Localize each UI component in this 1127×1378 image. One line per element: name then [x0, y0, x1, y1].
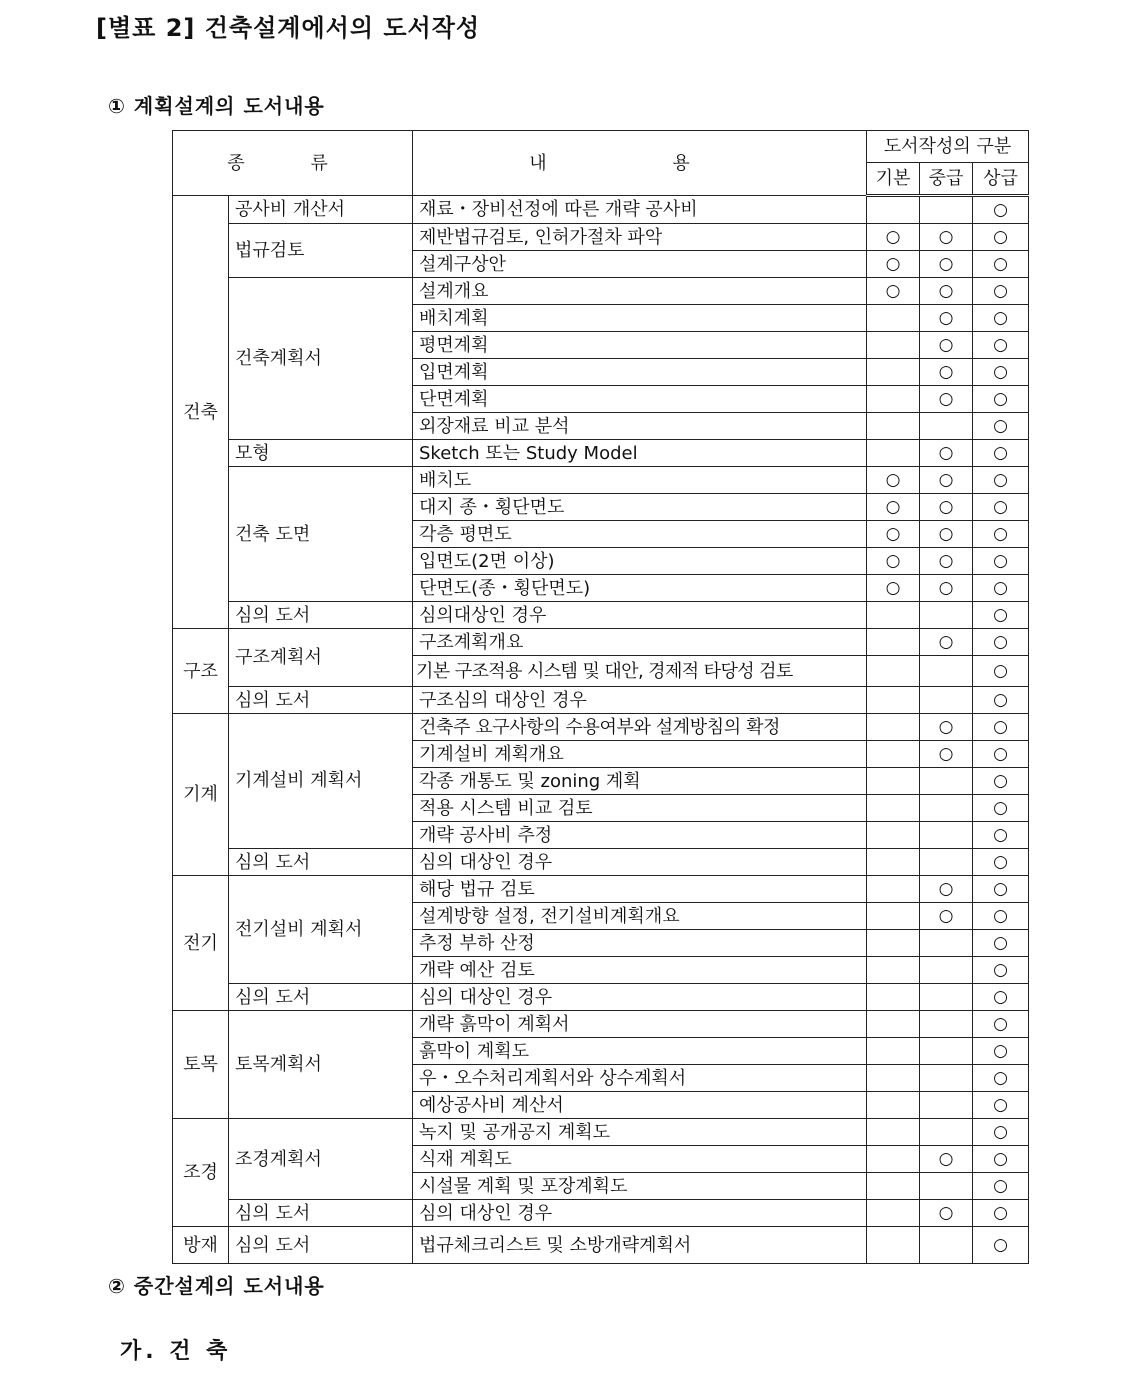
content-cell: 단면도(종・횡단면도)	[413, 575, 867, 602]
content-cell: 예상공사비 계산서	[413, 1092, 867, 1119]
content-cell: 평면계획	[413, 332, 867, 359]
content-cell: 심의 대상인 경우	[413, 1200, 867, 1227]
header-grade-group: 도서작성의 구분	[867, 131, 1029, 163]
document-title: [별표 2] 건축설계에서의 도서작성	[96, 14, 481, 42]
mark-middle: ○	[920, 1200, 973, 1227]
mark-basic	[867, 1200, 920, 1227]
mark-middle	[920, 1065, 973, 1092]
content-cell: 건축주 요구사항의 수용여부와 설계방침의 확정	[413, 714, 867, 741]
mark-upper: ○	[973, 1200, 1029, 1227]
content-cell: 식재 계획도	[413, 1146, 867, 1173]
content-cell: 법규체크리스트 및 소방개략계획서	[413, 1227, 867, 1264]
mark-upper: ○	[973, 332, 1029, 359]
category-mechanical: 기계	[173, 714, 229, 876]
mark-basic	[867, 332, 920, 359]
mark-basic	[867, 1173, 920, 1200]
content-cell: 단면계획	[413, 386, 867, 413]
content-cell: 적용 시스템 비교 검토	[413, 795, 867, 822]
content-cell: 배치도	[413, 467, 867, 494]
mark-upper: ○	[973, 903, 1029, 930]
mark-upper: ○	[973, 822, 1029, 849]
mark-middle: ○	[920, 440, 973, 467]
content-cell: 입면도(2면 이상)	[413, 548, 867, 575]
content-cell: 해당 법규 검토	[413, 876, 867, 903]
mark-upper: ○	[973, 278, 1029, 305]
mark-upper: ○	[973, 795, 1029, 822]
mark-basic	[867, 305, 920, 332]
mark-middle	[920, 602, 973, 629]
mark-basic	[867, 629, 920, 656]
mark-middle: ○	[920, 548, 973, 575]
mark-upper: ○	[973, 741, 1029, 768]
content-cell: 개략 공사비 추정	[413, 822, 867, 849]
mark-basic	[867, 714, 920, 741]
mark-basic	[867, 196, 920, 224]
mark-upper: ○	[973, 768, 1029, 795]
mark-basic	[867, 1065, 920, 1092]
type-cell: 모형	[229, 440, 413, 467]
mark-upper: ○	[973, 440, 1029, 467]
mark-middle	[920, 822, 973, 849]
mark-upper: ○	[973, 251, 1029, 278]
mark-basic	[867, 795, 920, 822]
mark-upper: ○	[973, 467, 1029, 494]
content-cell: 각층 평면도	[413, 521, 867, 548]
content-cell: 외장재료 비교 분석	[413, 413, 867, 440]
content-cell: 흙막이 계획도	[413, 1038, 867, 1065]
content-cell: 기본 구조적용 시스템 및 대안, 경제적 타당성 검토	[413, 656, 867, 687]
mark-middle: ○	[920, 714, 973, 741]
category-structure: 구조	[173, 629, 229, 714]
type-cell: 심의 도서	[229, 1200, 413, 1227]
mark-middle: ○	[920, 305, 973, 332]
mark-basic: ○	[867, 224, 920, 251]
mark-middle	[920, 656, 973, 687]
mark-middle	[920, 196, 973, 224]
mark-basic: ○	[867, 575, 920, 602]
mark-middle	[920, 413, 973, 440]
category-architecture: 건축	[173, 196, 229, 629]
mark-middle: ○	[920, 521, 973, 548]
mark-basic	[867, 1119, 920, 1146]
mark-upper: ○	[973, 1119, 1029, 1146]
mark-middle	[920, 687, 973, 714]
subsection-heading-architecture: 가. 건 축	[120, 1339, 232, 1364]
mark-basic	[867, 413, 920, 440]
mark-middle	[920, 984, 973, 1011]
mark-basic	[867, 1146, 920, 1173]
mark-basic	[867, 957, 920, 984]
mark-upper: ○	[973, 687, 1029, 714]
mark-basic	[867, 1227, 920, 1264]
section-heading-intermediate: ② 중간설계의 도서내용	[108, 1274, 325, 1298]
mark-basic	[867, 849, 920, 876]
content-cell: 기계설비 계획개요	[413, 741, 867, 768]
type-cell: 조경계획서	[229, 1119, 413, 1200]
content-cell: 설계방향 설정, 전기설비계획개요	[413, 903, 867, 930]
mark-basic	[867, 687, 920, 714]
mark-middle	[920, 1173, 973, 1200]
mark-upper: ○	[973, 714, 1029, 741]
type-cell: 전기설비 계획서	[229, 876, 413, 984]
mark-basic	[867, 903, 920, 930]
content-cell: 각종 개통도 및 zoning 계획	[413, 768, 867, 795]
mark-middle: ○	[920, 386, 973, 413]
type-cell: 심의 도서	[229, 984, 413, 1011]
mark-upper: ○	[973, 984, 1029, 1011]
header-upper: 상급	[973, 163, 1029, 196]
section-heading-plan: ① 계획설계의 도서내용	[108, 94, 325, 118]
mark-upper: ○	[973, 656, 1029, 687]
type-cell: 토목계획서	[229, 1011, 413, 1119]
mark-basic	[867, 1038, 920, 1065]
mark-basic	[867, 359, 920, 386]
mark-middle	[920, 1092, 973, 1119]
header-basic: 기본	[867, 163, 920, 196]
content-cell: 심의 대상인 경우	[413, 984, 867, 1011]
mark-basic	[867, 1092, 920, 1119]
mark-upper: ○	[973, 305, 1029, 332]
mark-upper: ○	[973, 196, 1029, 224]
type-cell: 심의 도서	[229, 1227, 413, 1264]
category-landscape: 조경	[173, 1119, 229, 1227]
mark-basic	[867, 656, 920, 687]
mark-middle: ○	[920, 224, 973, 251]
content-cell: 우・오수처리계획서와 상수계획서	[413, 1065, 867, 1092]
content-cell: 구조계획개요	[413, 629, 867, 656]
type-cell: 건축 도면	[229, 467, 413, 602]
content-cell: 입면계획	[413, 359, 867, 386]
mark-upper: ○	[973, 386, 1029, 413]
mark-middle: ○	[920, 1146, 973, 1173]
content-cell: 개략 흙막이 계획서	[413, 1011, 867, 1038]
mark-upper: ○	[973, 849, 1029, 876]
mark-basic	[867, 741, 920, 768]
mark-middle	[920, 1011, 973, 1038]
mark-middle	[920, 1119, 973, 1146]
mark-middle: ○	[920, 467, 973, 494]
mark-basic	[867, 768, 920, 795]
header-kind: 종 류	[173, 131, 413, 196]
category-fire-protection: 방재	[173, 1227, 229, 1264]
mark-upper: ○	[973, 957, 1029, 984]
category-civil: 토목	[173, 1011, 229, 1119]
mark-upper: ○	[973, 1011, 1029, 1038]
mark-upper: ○	[973, 1146, 1029, 1173]
type-cell: 건축계획서	[229, 278, 413, 440]
mark-basic: ○	[867, 278, 920, 305]
mark-upper: ○	[973, 876, 1029, 903]
content-cell: 시설물 계획 및 포장계획도	[413, 1173, 867, 1200]
content-cell: 대지 종・횡단면도	[413, 494, 867, 521]
mark-middle: ○	[920, 876, 973, 903]
mark-middle	[920, 1227, 973, 1264]
mark-basic: ○	[867, 251, 920, 278]
content-cell: 재료・장비선정에 따른 개략 공사비	[413, 196, 867, 224]
content-cell: 개략 예산 검토	[413, 957, 867, 984]
content-cell: 녹지 및 공개공지 계획도	[413, 1119, 867, 1146]
mark-upper: ○	[973, 359, 1029, 386]
mark-basic	[867, 386, 920, 413]
type-cell: 심의 도서	[229, 602, 413, 629]
mark-middle: ○	[920, 629, 973, 656]
mark-middle	[920, 795, 973, 822]
content-cell: Sketch 또는 Study Model	[413, 440, 867, 467]
mark-middle: ○	[920, 278, 973, 305]
mark-basic	[867, 984, 920, 1011]
plan-design-table	[172, 130, 1029, 1264]
mark-upper: ○	[973, 1173, 1029, 1200]
mark-basic	[867, 1011, 920, 1038]
mark-middle: ○	[920, 741, 973, 768]
content-cell: 배치계획	[413, 305, 867, 332]
mark-upper: ○	[973, 1065, 1029, 1092]
mark-basic: ○	[867, 548, 920, 575]
mark-middle	[920, 849, 973, 876]
mark-middle: ○	[920, 903, 973, 930]
type-cell: 심의 도서	[229, 849, 413, 876]
content-cell: 설계개요	[413, 278, 867, 305]
mark-upper: ○	[973, 1227, 1029, 1264]
content-cell: 설계구상안	[413, 251, 867, 278]
mark-middle: ○	[920, 494, 973, 521]
mark-upper: ○	[973, 1038, 1029, 1065]
mark-upper: ○	[973, 224, 1029, 251]
mark-middle	[920, 768, 973, 795]
type-cell: 구조계획서	[229, 629, 413, 687]
content-cell: 제반법규검토, 인허가절차 파악	[413, 224, 867, 251]
mark-middle: ○	[920, 332, 973, 359]
mark-basic	[867, 876, 920, 903]
content-cell: 구조심의 대상인 경우	[413, 687, 867, 714]
mark-basic: ○	[867, 521, 920, 548]
mark-upper: ○	[973, 521, 1029, 548]
mark-basic	[867, 602, 920, 629]
type-cell: 법규검토	[229, 224, 413, 278]
mark-upper: ○	[973, 494, 1029, 521]
mark-middle	[920, 957, 973, 984]
mark-upper: ○	[973, 575, 1029, 602]
type-cell: 공사비 개산서	[229, 196, 413, 224]
header-middle: 중급	[920, 163, 973, 196]
mark-basic	[867, 930, 920, 957]
mark-middle: ○	[920, 359, 973, 386]
mark-upper: ○	[973, 629, 1029, 656]
mark-basic: ○	[867, 467, 920, 494]
category-electrical: 전기	[173, 876, 229, 1011]
header-content: 내 용	[413, 131, 867, 196]
mark-middle	[920, 1038, 973, 1065]
mark-basic	[867, 822, 920, 849]
mark-middle	[920, 930, 973, 957]
content-cell: 심의 대상인 경우	[413, 849, 867, 876]
mark-upper: ○	[973, 1092, 1029, 1119]
mark-basic	[867, 440, 920, 467]
type-cell: 기계설비 계획서	[229, 714, 413, 849]
mark-upper: ○	[973, 548, 1029, 575]
mark-upper: ○	[973, 413, 1029, 440]
type-cell: 심의 도서	[229, 687, 413, 714]
mark-basic: ○	[867, 494, 920, 521]
mark-upper: ○	[973, 930, 1029, 957]
mark-middle: ○	[920, 251, 973, 278]
mark-middle: ○	[920, 575, 973, 602]
content-cell: 추정 부하 산정	[413, 930, 867, 957]
content-cell: 심의대상인 경우	[413, 602, 867, 629]
mark-upper: ○	[973, 602, 1029, 629]
